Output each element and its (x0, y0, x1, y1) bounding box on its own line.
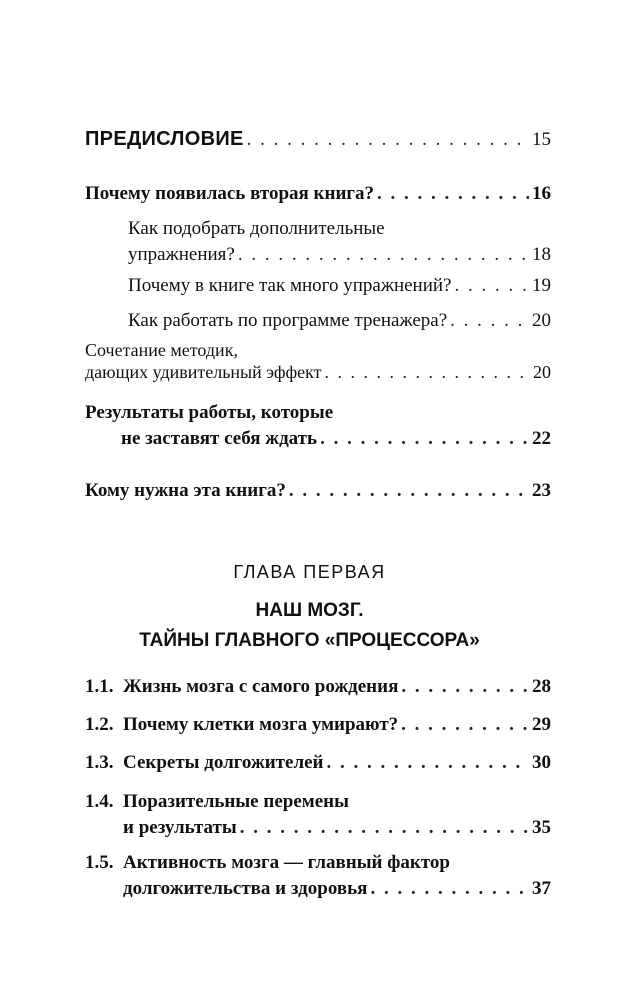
toc-page-number: 15 (532, 129, 551, 150)
toc-page-number: 18 (532, 244, 551, 265)
dot-leader (401, 712, 529, 738)
toc-page-number: 16 (532, 183, 551, 204)
dot-leader (450, 308, 529, 334)
toc-entry-title: Как работать по программе тренажера? (128, 310, 448, 331)
toc-page-number: 35 (532, 817, 551, 838)
toc-entry-why-second (85, 181, 551, 207)
toc-entry-title: Кому нужна эта книга? (85, 480, 286, 501)
toc-entry-title-line2: долгожительства и здоровья (123, 878, 368, 899)
toc-entry-preface (85, 126, 551, 153)
toc-entry-choose-exercises (85, 216, 551, 268)
toc-entry-title-line1: Сочетание методик, (85, 340, 238, 360)
section-number: 1.2. (85, 714, 114, 735)
toc-page-number: 28 (532, 676, 551, 697)
toc-entry-title: Почему клетки мозга умирают? (123, 714, 399, 735)
dot-leader (325, 361, 531, 383)
toc-entry-title-line1: Как подобрать дополнительные (128, 218, 385, 239)
section-number: 1.1. (85, 676, 114, 697)
dot-leader (289, 478, 529, 504)
toc-entry-title: Почему в книге так много упражнений? (128, 275, 452, 296)
toc-entry-1-2 (85, 712, 551, 738)
section-number: 1.3. (85, 752, 114, 773)
dot-leader (326, 750, 529, 776)
toc-entry-title-line2: не заставят себя ждать (121, 428, 318, 449)
dot-leader (370, 876, 529, 902)
toc-entry-combination (85, 339, 551, 383)
toc-entry-title-line2: упражнения? (128, 244, 235, 265)
toc-entry-title-line2: дающих удивительный эффект (85, 362, 322, 382)
toc-entry-how-to-work (85, 308, 551, 334)
toc-entry-results (85, 400, 551, 452)
toc-entry-title: Секреты долгожителей (123, 752, 324, 773)
toc-entry-title-line1: Результаты работы, которые (85, 402, 334, 423)
dot-leader (401, 674, 529, 700)
toc-entry-1-3 (85, 750, 551, 776)
section-number: 1.4. (85, 791, 114, 812)
chapter-title-line2: ТАЙНЫ ГЛАВНОГО «ПРОЦЕССОРА» (139, 630, 480, 651)
toc-entry-many-exercises (85, 273, 551, 299)
dot-leader (238, 242, 529, 268)
toc-page-number: 19 (532, 275, 551, 296)
toc-entry-title: Почему появилась вторая книга? (85, 183, 375, 204)
toc-page-number: 30 (532, 752, 551, 773)
toc-page-number: 29 (532, 714, 551, 735)
dot-leader (377, 181, 529, 207)
toc-page-number: 23 (532, 480, 551, 501)
toc-entry-title-line1: Поразительные перемены (123, 791, 349, 812)
toc-entry-title-line1: Активность мозга — главный фактор (123, 852, 450, 873)
dot-leader (320, 426, 529, 452)
section-number: 1.5. (85, 852, 114, 873)
toc-entry-1-4 (85, 789, 551, 841)
toc-page-number: 20 (533, 362, 551, 382)
chapter-title (0, 596, 619, 656)
toc-entry-1-5 (85, 850, 551, 902)
toc-entry-title: Жизнь мозга с самого рождения (123, 676, 399, 697)
toc-entry-1-1 (85, 674, 551, 700)
dot-leader (454, 273, 529, 299)
dot-leader (240, 815, 529, 841)
dot-leader (247, 127, 529, 153)
chapter-label: ГЛАВА ПЕРВАЯ (233, 562, 386, 582)
toc-entry-who-needs (85, 478, 551, 504)
chapter-title-line1: НАШ МОЗГ. (255, 600, 364, 621)
toc-page-number: 37 (532, 878, 551, 899)
toc-page-number: 22 (532, 428, 551, 449)
toc-entry-title: ПРЕДИСЛОВИЕ (85, 128, 244, 150)
toc-entry-title-line2: и результаты (123, 817, 237, 838)
toc-page-number: 20 (532, 310, 551, 331)
